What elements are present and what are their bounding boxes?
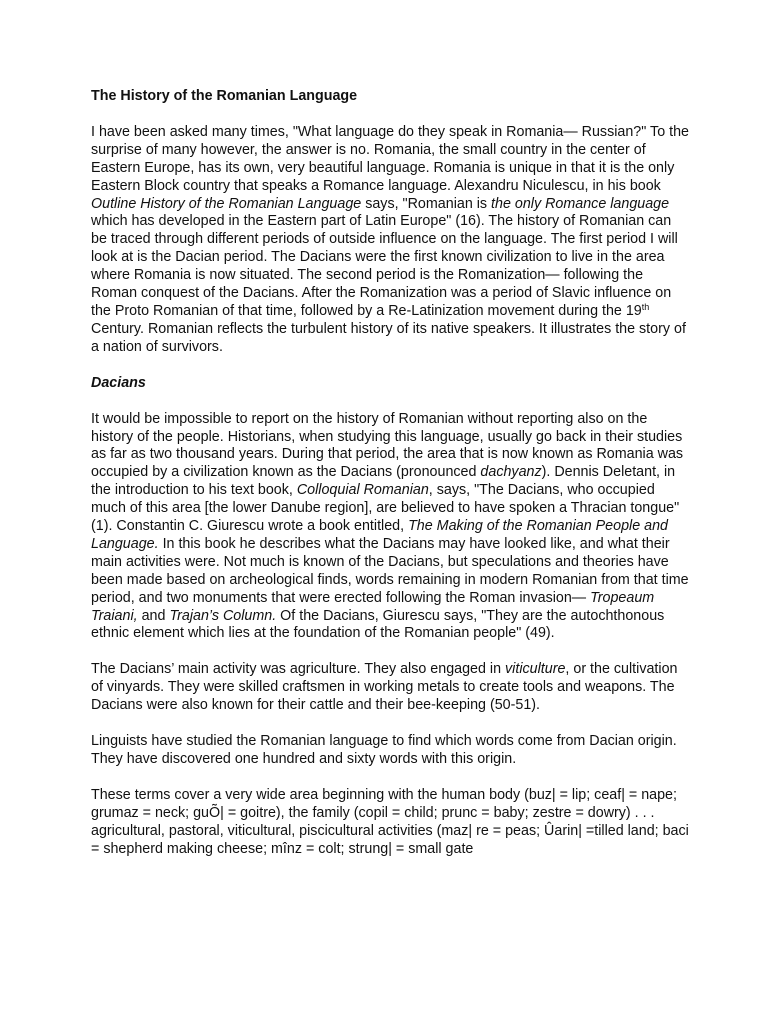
book-title: Outline History of the Romanian Language [91,195,362,212]
document-body [91,88,691,859]
superscript-th: th [641,301,650,312]
quote-emphasis: the only Romance language [491,195,670,212]
document-title: The History of the Romanian Language [91,88,358,104]
dacians-paragraph-3: Linguists have studied the Romanian language to find which words come from Dacian origin. They have discovered one hundred and sixty words with this origin. [91,733,677,767]
dacians-paragraph-4: These terms cover a very wide area beginning with the human body (buz| = lip; ceaf| = nape; grumaz = neck; guÕ| = goitre), the family (copil = child; prunc = baby; zestre = dowry) . . . agricultural, pastoral, viticultural, piscicultural activities (maz| re = peas; Ûarin| =tilled land; baci = shepherd making cheese; mînz = colt; strung| = small gate [91,786,689,857]
dacians-paragraph-1: It would be impossible to report on the history of Romanian without reporting also on the history of the people. Historians, when studying this language, usually go back in their studies as far as two thousand years. During that period, the area that is now known as Romania was occupied by a civilization known as the Dacians (pronounced dachyanz). Dennis Deletant, in the introduction to his text book, Colloquial Romanian, says, "The Dacians, who occupied much of this area [the lower Danube region], are believed to have spoken a Thracian tongue" (1). Constantin C. Giurescu wrote a book entitled, The Making of the Romanian People and Language. In this book he describes what the Dacians may have looked like, and what their main activities were. Not much is known of the Dacians, but speculations and theories have been made based on archeological finds, words remaining in modern Romanian from that time period, and two monuments that were erected following the Roman invasion— Tropeaum Traiani, and Trajan’s Column. Of the Dacians, Giurescu says, "They are the autochthonous ethnic element which lies at the foundation of the Romanian people" (49). [91,410,689,642]
dacians-paragraph-2: The Dacians’ main activity was agriculture. They also engaged in viticulture, or the cultivation of vinyards. They were skilled craftsmen in working metals to create tools and weapons. The Dacians were also known for their cattle and their bee-keeping (50-51). [91,661,678,714]
intro-paragraph: I have been asked many times, "What language do they speak in Romania— Russian?" To the surprise of many however, the answer is no. Romania, the small country in the center of Eastern Europe, has its own, very beautiful language. Romania is unique in that it is the only Eastern Block country that speaks a Romance language. Alexandru Niculescu, in his book Outline History of the Romanian Language says, "Romanian is the only Romance language which has developed in the Eastern part of Latin Europe" (16). The history of Romanian can be traced through different periods of outside influence on the language. The first period I will look at is the Dacian period. The Dacians were the first known civilization to live in the area where Romania is now situated. The second period is the Romanization— following the Roman conquest of the Dacians. After the Romanization was a period of Slavic influence on the Proto Romanian of that time, followed by a Re-Latinization movement during the 19th Century. Romanian reflects the turbulent history of its native speakers. It illustrates the story of a nation of survivors. [91,123,689,355]
section-heading-dacians: Dacians [91,374,146,391]
